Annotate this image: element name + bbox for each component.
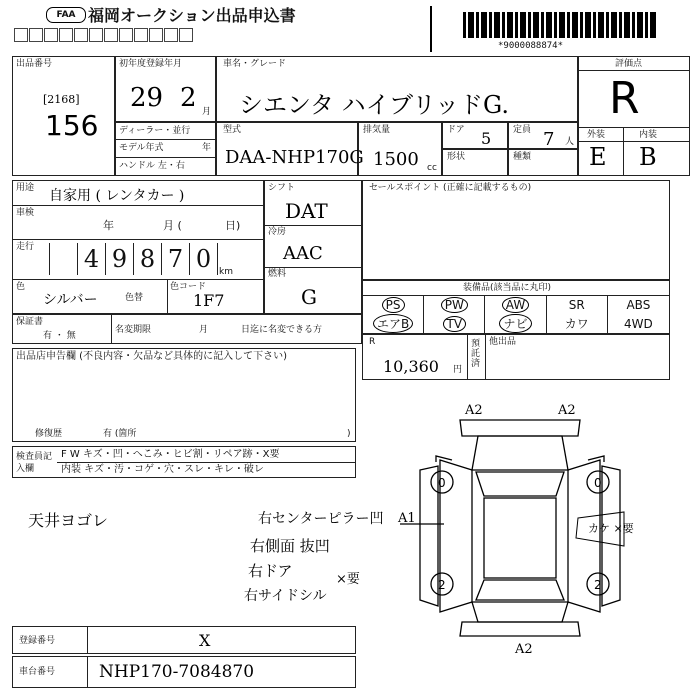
equipment-item: カワ — [547, 314, 608, 333]
equipment-item: エアB — [363, 314, 424, 333]
ac-value: AAC — [283, 243, 323, 264]
form-title: 福岡オークション出品申込書 — [88, 6, 296, 25]
pen-mark — [430, 6, 432, 52]
entry-cells — [14, 28, 194, 42]
damage-note-left: 天井ヨゴレ — [28, 511, 109, 530]
repair-options: 有 (箇所 — [103, 429, 137, 439]
doors-value: 5 — [481, 129, 492, 148]
color-value: シルバー — [43, 292, 98, 308]
recycle-month: 月 — [199, 325, 209, 335]
wheel-number: 2 — [438, 578, 446, 592]
model-label: 車名・グレード — [223, 59, 287, 69]
grade-exterior-label: 外装 — [587, 130, 606, 140]
mileage-digit: 7 — [161, 243, 189, 275]
chassis-box — [12, 656, 356, 688]
seller-notes-label: 出品店申告欄 (不良内容・欠品など具体的に記入して下さい) — [16, 351, 287, 362]
inspection-day: 日) — [225, 219, 241, 232]
usage-box — [12, 180, 264, 314]
inspector-label: 検査員記入欄 — [16, 452, 53, 474]
damage-note-x: ×要 — [336, 572, 360, 587]
displacement-box — [358, 122, 442, 176]
rear-bumper — [460, 622, 580, 636]
fuel-value: G — [301, 285, 317, 309]
side-note: カケ ×要 — [588, 522, 634, 535]
ac-label: 冷房 — [268, 227, 287, 237]
color-paint-label: 色替 — [125, 293, 144, 303]
mileage-digit — [49, 243, 77, 275]
equipment-item: PS — [363, 295, 424, 314]
capacity-unit: 人 — [565, 137, 575, 147]
model-year-label: モデル年式 — [119, 143, 164, 153]
displacement-value: 1500 — [373, 149, 419, 170]
damage-note-right-4: 右サイドシル — [244, 588, 327, 604]
shift-value: DAT — [285, 199, 328, 223]
reg-number-label: 登録番号 — [19, 636, 56, 646]
reg-number-box — [12, 626, 356, 654]
warranty-options: 有 ・ 無 — [43, 331, 76, 341]
chassis-value: NHP170-7084870 — [99, 662, 255, 682]
damage-note-right-2: 右側面 抜凹 — [250, 537, 330, 555]
grade-label: 評価点 — [615, 59, 643, 69]
category-box — [508, 149, 578, 176]
type-code-label: 型式 — [223, 125, 242, 135]
inspection-label: 車検 — [16, 208, 35, 218]
shape-box — [442, 149, 508, 176]
displacement-label: 排気量 — [363, 125, 391, 135]
grade-value: R — [609, 73, 640, 124]
equipment-item: AW — [485, 295, 546, 314]
type-code-value: DAA-NHP170G — [225, 147, 364, 168]
mileage-label: 走行 — [16, 242, 35, 252]
equipment-label: 装備品(該当品に丸印) — [463, 283, 552, 293]
equipment-grid — [363, 295, 669, 333]
handle-label: ハンドル 左・右 — [119, 161, 185, 171]
chassis-label: 車台番号 — [19, 667, 56, 677]
damage-note-right-3: 右ドア — [248, 562, 293, 580]
warranty-box — [12, 314, 362, 344]
registration-label: 初年度登録年月 — [119, 59, 183, 69]
damage-note-right-1: 右センターピラー凹 — [258, 511, 384, 527]
wheel-number: 2 — [594, 578, 602, 592]
registration-month: 2 — [180, 83, 197, 113]
recycle-note: 日迄に名変できる方 — [241, 325, 323, 335]
price-label: R — [369, 337, 376, 347]
inspector-row2: 内装 キズ・汚・コゲ・穴・スレ・キレ・破レ — [61, 464, 264, 475]
grade-interior: B — [639, 143, 657, 171]
front-body — [472, 436, 568, 470]
mileage-digit: 4 — [77, 243, 105, 275]
lot-number: 156 — [45, 109, 99, 142]
price-unit: 円 — [453, 365, 463, 375]
category-label: 種類 — [513, 152, 532, 162]
sales-point-box — [362, 180, 670, 280]
color-code: 1F7 — [193, 291, 225, 310]
doors-label: ドア — [447, 125, 465, 135]
lot-label: 出品番号 — [16, 59, 53, 69]
header — [0, 0, 700, 56]
mileage-digit: 0 — [189, 243, 218, 275]
mileage-digit: 9 — [105, 243, 133, 275]
grade-exterior: E — [589, 143, 607, 171]
rear-body — [472, 602, 568, 622]
model-year-suffix: 年 — [202, 143, 212, 153]
capacity-label: 定員 — [513, 125, 532, 135]
dealer-label: ディーラー・並行 — [119, 126, 191, 136]
fuel-label: 燃料 — [268, 269, 287, 279]
rear-window — [476, 580, 564, 600]
lot-box — [12, 56, 115, 176]
barcode-text: *9000088874* — [498, 41, 564, 51]
equipment-box — [362, 280, 670, 334]
doors-box — [442, 122, 508, 149]
repair-close: ) — [347, 429, 351, 439]
capacity-box — [508, 122, 578, 149]
color-code-label: 色コード — [170, 282, 207, 292]
car-damage-diagram — [398, 400, 650, 657]
usage-value: 自家用 ( レンタカー ) — [49, 188, 185, 204]
right-panel-outer — [602, 466, 620, 606]
displacement-unit: cc — [427, 163, 437, 173]
shift-box — [264, 180, 362, 314]
model-box — [216, 56, 578, 122]
warranty-label: 保証書 — [16, 317, 44, 327]
wheel-number: 0 — [438, 476, 446, 490]
mileage-digits — [49, 243, 218, 275]
seller-notes-box — [12, 348, 356, 442]
price-box — [362, 334, 670, 380]
a2-label-1: A2 — [465, 403, 483, 418]
sales-point-label: セールスポイント (正確に記載するもの) — [369, 183, 532, 193]
dealer-box — [115, 122, 216, 176]
price-value: 10,360 — [383, 357, 439, 376]
usage-label: 用途 — [16, 183, 35, 193]
equipment-item: 4WD — [624, 316, 653, 331]
barcode — [463, 12, 658, 38]
registration-box — [115, 56, 216, 122]
price-extra-label: 他出品 — [489, 337, 517, 347]
registration-month-suffix: 月 — [202, 107, 212, 117]
a1-label: A1 — [398, 511, 416, 526]
repair-label: 修復歴 — [35, 429, 63, 439]
equipment-item: ABS — [626, 297, 651, 312]
shift-label: シフト — [268, 183, 296, 193]
equipment-item: SR — [547, 295, 608, 314]
left-panel-outer — [420, 466, 438, 606]
price-side-label: 預託済 — [471, 339, 481, 369]
reg-number-value: X — [199, 631, 211, 650]
inspection-month: 月 ( — [163, 219, 182, 232]
grade-box — [578, 56, 690, 176]
a2-label-2: A2 — [558, 403, 576, 418]
equipment-item: ナビ — [485, 314, 546, 333]
a2-label-3: A2 — [515, 642, 533, 657]
mileage-unit: km — [219, 267, 233, 277]
grade-interior-label: 内装 — [639, 130, 658, 140]
wheel-number: 0 — [594, 476, 602, 490]
capacity-value: 7 — [543, 129, 555, 150]
mileage-digit: 8 — [133, 243, 161, 275]
inspector-box — [12, 446, 356, 478]
shape-label: 形状 — [447, 152, 466, 162]
inspection-year: 年 — [103, 219, 114, 232]
inspector-row1: F W キズ・凹・へこみ・ヒビ割・リペア跡・X要 — [61, 449, 280, 460]
registration-year: 29 — [130, 83, 164, 113]
color-label: 色 — [16, 282, 26, 292]
lot-sub-number: [2168] — [43, 93, 80, 106]
windshield — [476, 472, 564, 496]
equipment-item: PW — [424, 295, 485, 314]
recycle-label: 名変期限 — [115, 325, 152, 335]
equipment-item: TV — [424, 314, 485, 333]
roof — [484, 498, 556, 578]
model-value: シエンタ ハイブリッドG. — [239, 91, 509, 119]
front-bumper — [460, 420, 580, 436]
type-code-box — [216, 122, 364, 176]
auction-logo: FAA — [46, 7, 86, 23]
